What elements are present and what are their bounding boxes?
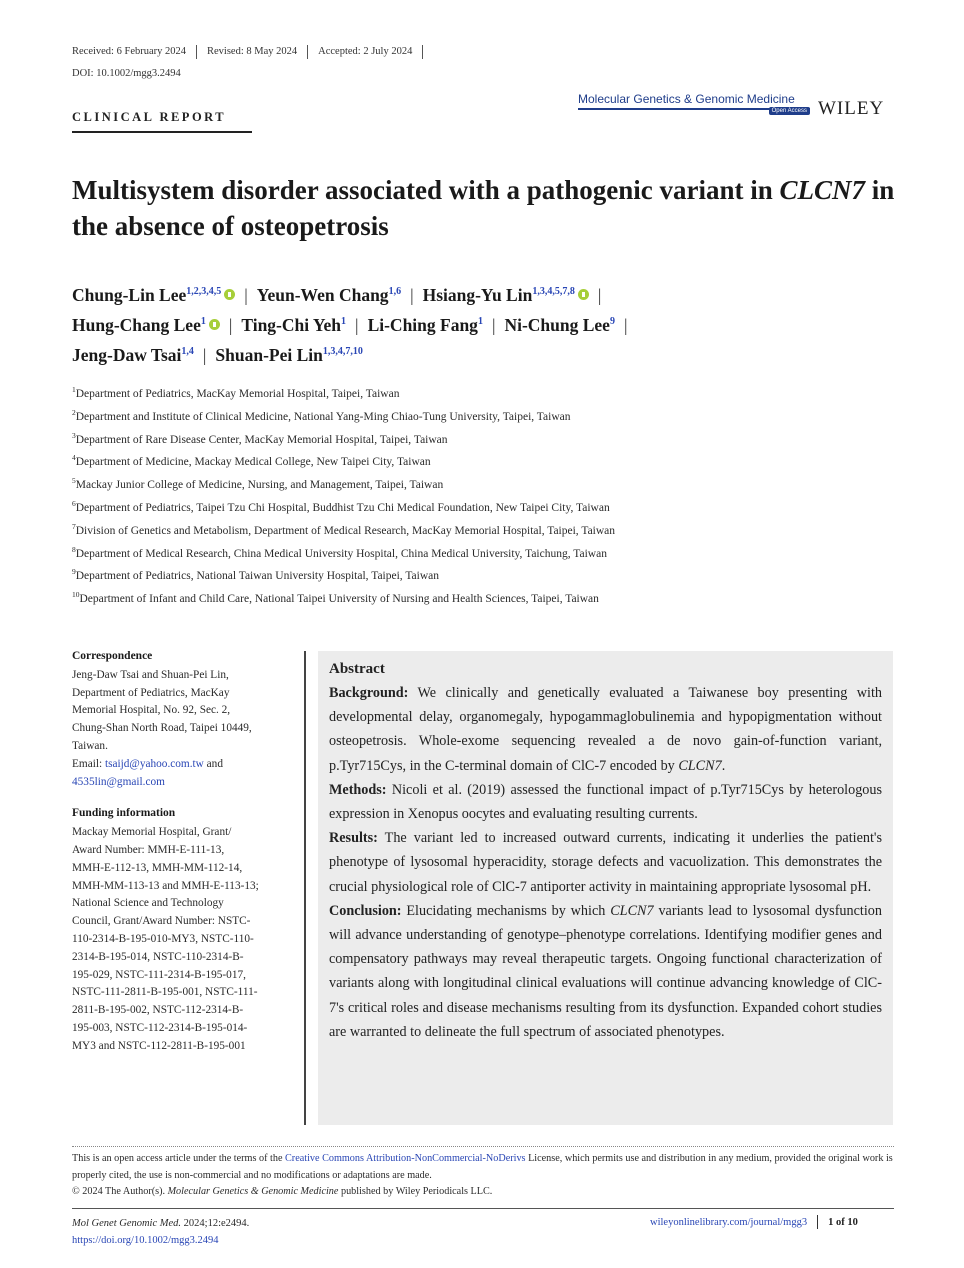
author-separator: |	[228, 315, 233, 335]
author-list	[72, 280, 902, 370]
affiliation-number: 10	[72, 590, 80, 600]
license-text-part: License, which permits use and distribution in any medium, provided the original work is properly cited, the use is non-commercial and no modifications or adaptations are made.	[72, 1153, 893, 1181]
correspondence-line: Chung-Shan North Road, Taipei 10449,	[72, 722, 252, 735]
accepted-date: Accepted: 2 July 2024	[318, 46, 413, 57]
article-sidebar	[72, 648, 294, 1070]
article-type-rule	[72, 131, 252, 133]
author-separator: |	[491, 315, 496, 335]
author-affil-sup[interactable]: 1	[477, 316, 483, 328]
author-separator: |	[410, 285, 414, 305]
affiliation-text: Department of Pediatrics, National Taiwan University Hospital, Taipei, Taiwan	[75, 570, 440, 583]
received-date: Received: 6 February 2024	[72, 46, 187, 57]
affiliation-text: Department of Pediatrics, MacKay Memorial Hospital, Taipei, Taiwan	[75, 388, 400, 400]
affiliation-list	[72, 384, 902, 612]
author-name: Chung-Lin Lee	[72, 285, 187, 305]
author[interactable]	[368, 315, 483, 335]
funding-block	[72, 805, 294, 1055]
orcid-icon[interactable]	[224, 289, 235, 300]
background-gene: CLCN7	[678, 757, 722, 774]
funding-line: MMH-E-112-13, MMH-MM-112-14,	[72, 861, 243, 874]
author-name: Jeng-Daw Tsai	[72, 345, 182, 365]
funding-line: 2314-B-195-014, NSTC-110-2314-B-	[72, 950, 244, 963]
doi: DOI: 10.1002/mgg3.2494	[72, 68, 181, 79]
affiliation	[72, 566, 902, 589]
affiliation-number: 9	[72, 567, 76, 577]
author[interactable]	[504, 315, 615, 335]
affiliation-text: Department of Infant and Child Care, National Taipei University of Nursing and Health Sciences, Taipei, Taiwan	[79, 593, 599, 606]
affiliation	[72, 589, 902, 612]
affiliation	[72, 498, 902, 521]
affiliation	[72, 384, 902, 407]
affiliation-number: 1	[72, 385, 76, 395]
abstract-box	[318, 651, 893, 1125]
author-name: Hung-Chang Lee	[72, 315, 201, 335]
funding-line: MMH-MM-113-13 and MMH-E-113-13;	[72, 879, 259, 892]
affiliation-number: 5	[72, 476, 76, 486]
copyright-text: © 2024 The Author(s).	[72, 1186, 168, 1197]
author-separator: |	[623, 315, 628, 335]
author-separator: |	[355, 315, 359, 335]
article-title	[72, 172, 902, 244]
article-type: CLINICAL REPORT	[72, 110, 227, 124]
author-name: Ting-Chi Yeh	[241, 315, 342, 335]
email-label: Email:	[72, 757, 105, 770]
citation-line	[72, 1215, 249, 1232]
journal-site-link[interactable]: wileyonlinelibrary.com/journal/mgg3	[650, 1216, 808, 1228]
author[interactable]	[257, 285, 401, 305]
correspondence-line: Taiwan.	[72, 739, 108, 752]
funding-heading: Funding information	[72, 807, 176, 820]
funding-line: Mackay Memorial Hospital, Grant/	[72, 826, 232, 839]
affiliation-text: Department of Rare Disease Center, MacKay Memorial Hospital, Taipei, Taiwan	[75, 433, 448, 446]
funding-line: 110-2314-B-195-010-MY3, NSTC-110-	[72, 932, 254, 945]
revised-date: Revised: 8 May 2024	[207, 46, 298, 57]
license-text	[72, 1151, 894, 1184]
citation-details: 2024;12:e2494.	[181, 1218, 250, 1229]
affiliation-text: Department of Medicine, Mackay Medical College, New Taipei City, Taiwan	[75, 456, 431, 469]
affiliation-number: 6	[72, 499, 76, 509]
affiliation-number: 3	[72, 430, 76, 440]
date-separator	[422, 45, 423, 59]
article-dates	[72, 46, 433, 60]
conclusion-label: Conclusion:	[329, 902, 402, 919]
author-separator: |	[597, 285, 602, 305]
correspondence-line: Memorial Hospital, No. 92, Sec. 2,	[72, 704, 231, 717]
author-separator: |	[244, 285, 248, 305]
funding-line: National Science and Technology	[72, 897, 224, 910]
background-end: .	[721, 757, 726, 774]
footer-separator	[817, 1215, 818, 1229]
license-notice	[72, 1151, 894, 1201]
copyright-text: published by Wiley Periodicals LLC.	[338, 1186, 493, 1197]
journal-name: Molecular Genetics & Genomic Medicine	[578, 92, 795, 106]
email-link[interactable]: 4535lin@gmail.com	[72, 775, 165, 788]
copyright-journal: Molecular Genetics & Genomic Medicine	[167, 1186, 339, 1197]
orcid-icon[interactable]	[578, 289, 589, 300]
author[interactable]	[72, 345, 194, 365]
author[interactable]	[215, 345, 362, 365]
author-name: Li-Ching Fang	[367, 315, 478, 335]
author-affil-sup[interactable]: 1	[200, 316, 206, 328]
funding-line: 195-003, NSTC-112-2314-B-195-014-	[72, 1021, 248, 1034]
author-affil-sup[interactable]: 1,2,3,4,5	[186, 286, 222, 298]
abstract-background	[329, 681, 882, 778]
methods-text: Nicoli et al. (2019) assessed the functional impact of p.Tyr715Cys by heterologous expression in Xenopus oocytes and evaluating resulting currents.	[329, 781, 882, 823]
author[interactable]	[241, 315, 346, 335]
affiliation-text: Department of Pediatrics, Taipei Tzu Chi Hospital, Buddhist Tzu Chi Medical Foundation, New Taipei City, Taiwan	[75, 501, 610, 514]
funding-line: Award Number: MMH-E-111-13,	[72, 843, 225, 856]
author-name: Shuan-Pei Lin	[215, 345, 323, 365]
affiliation-text: Department and Institute of Clinical Medicine, National Yang-Ming Chiao-Tung University, Taipei, Taiwan	[75, 410, 571, 423]
affiliation	[72, 475, 902, 498]
author-name: Hsiang-Yu Lin	[422, 285, 533, 305]
author[interactable]	[72, 285, 235, 305]
citation-journal: Mol Genet Genomic Med.	[72, 1218, 182, 1229]
background-label: Background:	[329, 685, 409, 701]
author[interactable]	[423, 285, 589, 305]
results-label: Results:	[329, 830, 378, 847]
affiliation	[72, 430, 902, 453]
author-affil-sup[interactable]: 1,3,4,7,10	[322, 346, 363, 358]
correspondence-line: Jeng-Daw Tsai and Shuan-Pei Lin,	[72, 668, 229, 681]
author-name: Yeun-Wen Chang	[256, 285, 389, 305]
doi-link[interactable]: https://doi.org/10.1002/mgg3.2494	[72, 1235, 219, 1246]
affiliation-text: Department of Medical Research, China Medical University Hospital, China Medical University, Taichung, Taiwan	[75, 547, 607, 560]
email-link[interactable]: tsaijd@yahoo.com.tw	[104, 757, 204, 770]
results-text: The variant led to increased outward currents, indicating it underlies the patient's phenotype of lysosomal hyperacidity, storage defects and vacuolization. This demonstrates the crucial physiological role of ClC-7 antiporter activity in maintaining appropriate lysosomal pH.	[329, 830, 882, 895]
funding-line: MY3 and NSTC-112-2811-B-195-001	[72, 1039, 246, 1052]
affiliation-number: 4	[72, 453, 76, 463]
correspondence-line: Department of Pediatrics, MacKay	[72, 686, 230, 699]
title-part2: in the absence of osteopetrosis	[72, 175, 895, 241]
correspondence-heading: Correspondence	[72, 650, 153, 662]
background-text: We clinically and genetically evaluated a Taiwanese boy presenting with developmental delay, organomegaly, hypogammaglobulinemia and hypopigmentation without osteopetrosis. Whole-exome sequencing revealed a de novo gain-of-function variant, p.Tyr715Cys, in the C-terminal domain of ClC-7 encoded by	[329, 685, 882, 774]
footer-rule	[72, 1208, 894, 1209]
license-text-part: This is an open access article under the terms of the	[72, 1153, 286, 1164]
title-gene: CLCN7	[779, 175, 866, 205]
footer-right	[650, 1215, 858, 1229]
affiliation	[72, 452, 902, 475]
abstract-conclusion	[329, 899, 882, 1044]
author-name: Ni-Chung Lee	[504, 315, 610, 335]
author-affil-sup[interactable]: 1,3,4,5,7,8	[532, 286, 575, 298]
open-access-badge: Open Access	[769, 107, 810, 115]
author[interactable]	[72, 315, 220, 335]
date-separator	[307, 45, 308, 59]
title-part1: Multisystem disorder associated with a pathogenic variant in	[72, 175, 780, 205]
abstract-results	[329, 826, 882, 899]
affiliation	[72, 521, 902, 544]
sidebar-divider	[304, 651, 306, 1125]
license-link[interactable]: Creative Commons Attribution-NonCommercial-NoDerivs	[285, 1153, 526, 1164]
journal-rule	[578, 108, 810, 114]
orcid-icon[interactable]	[209, 319, 220, 330]
author-affil-sup[interactable]: 1,6	[388, 286, 402, 298]
author-affil-sup[interactable]: 1	[341, 316, 347, 328]
funding-line: 2811-B-195-002, NSTC-112-2314-B-	[72, 1004, 244, 1017]
funding-line: 195-029, NSTC-111-2314-B-195-017,	[72, 968, 246, 981]
correspondence-block	[72, 648, 294, 791]
funding-line: Council, Grant/Award Number: NSTC-	[72, 915, 251, 928]
conclusion-text: Elucidating mechanisms by which	[401, 902, 611, 919]
abstract-heading: Abstract	[329, 661, 385, 677]
author-affil-sup[interactable]: 9	[609, 316, 615, 328]
email-and: and	[203, 757, 223, 770]
conclusion-text: variants lead to lysosomal dysfunction will advance understanding of genotype–phenotype correlations. Identifying modifier genes and compensatory pathways may reveal therapeutic targets. Ongoing functional characterization of variants along with longitudinal clinical evaluations will continue advancing knowledge of ClC-7's critical roles and disease mechanisms resulting from its dysfunction. Expanded cohort studies are warranted to delineate the full spectrum of associated phenotypes.	[329, 902, 882, 1040]
license-divider	[72, 1146, 894, 1147]
author-separator: |	[202, 345, 207, 365]
affiliation	[72, 544, 902, 567]
affiliation-number: 8	[72, 544, 76, 554]
page-number: 1 of 10	[828, 1216, 858, 1228]
journal-logo[interactable]	[578, 92, 810, 114]
affiliation-text: Mackay Junior College of Medicine, Nursing, and Management, Taipei, Taiwan	[75, 479, 444, 492]
funding-line: NSTC-111-2811-B-195-001, NSTC-111-	[72, 986, 258, 999]
author-affil-sup[interactable]: 1,4	[181, 346, 194, 358]
abstract-methods	[329, 778, 882, 826]
copyright-line	[72, 1184, 894, 1201]
date-separator	[196, 45, 197, 59]
footer-citation	[72, 1215, 249, 1249]
conclusion-gene: CLCN7	[610, 902, 654, 919]
correspondence-email-line	[72, 756, 294, 774]
affiliation-number: 2	[72, 407, 76, 417]
affiliation	[72, 407, 902, 430]
methods-label: Methods:	[329, 781, 387, 798]
publisher-logo[interactable]: WILEY	[818, 98, 885, 119]
affiliation-text: Division of Genetics and Metabolism, Department of Medical Research, MacKay Memorial Hospital, Taipei, Taiwan	[75, 524, 616, 537]
affiliation-number: 7	[72, 521, 76, 531]
